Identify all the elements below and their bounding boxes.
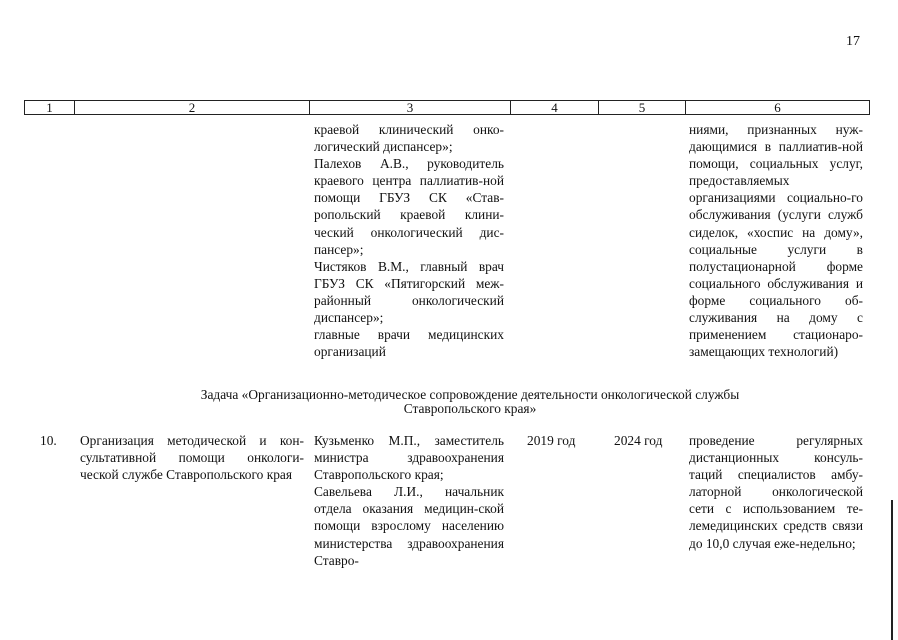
scan-edge-line <box>891 500 893 640</box>
responsible-text: главные врачи медицинских организаций <box>314 327 504 360</box>
start-year: 2019 год <box>527 433 576 448</box>
responsible-text: Савельева Л.И., начальник отдела оказания медицин-ской помощи взрослому населению министерства здравоохранения Ставро- <box>314 484 504 568</box>
continued-result-cell: ниями, признанных нуж-дающимися в паллиатив-ной помощи, социальных услуг, предоставляемых организациями социально-го обслуживания (услуги служб сиделок, «хоспис на дому», социальные услуги в полустационарной форме социального обслуживания и форме социального об-служивания на дому с применением стационаро-замещающих технологий) <box>689 122 863 360</box>
task-heading-line: Ставропольского края» <box>403 401 537 416</box>
header-col-4: 4 <box>510 100 599 115</box>
continued-responsible-cell <box>314 121 504 360</box>
activity-cell: Организация методической и кон-сультативной помощи онкологи-ческой службе Ставропольского края <box>80 433 304 483</box>
header-col-2: 2 <box>74 100 310 115</box>
responsible-cell <box>314 432 504 569</box>
task-heading <box>120 388 820 416</box>
responsible-text: Чистяков В.М., главный врач ГБУЗ СК «Пятигорский меж-районный онкологический диспансер»; <box>314 258 504 326</box>
responsible-text: краевой клинический онко-логический диспансер»; <box>314 122 504 155</box>
responsible-text: Кузьменко М.П., заместитель министра здравоохранения Ставропольского края; <box>314 433 504 483</box>
responsible-text: Палехов А.В., руководитель краевого центра паллиатив-ной помощи ГБУЗ СК «Став-ропольский краевой клини-ческий онкологический дис-пансер»; <box>314 156 504 257</box>
task-heading-line: Задача «Организационно-методическое сопровождение деятельности онкологической службы <box>200 387 740 402</box>
header-col-5: 5 <box>598 100 686 115</box>
header-col-3: 3 <box>309 100 511 115</box>
page-number: 17 <box>846 34 860 49</box>
row-number: 10. <box>40 433 57 448</box>
header-col-6: 6 <box>685 100 870 115</box>
header-col-1: 1 <box>24 100 75 115</box>
end-year: 2024 год <box>614 433 663 448</box>
result-cell: проведение регулярных дистанционных консуль-таций специалистов амбу-латорной онкологической сети с использованием те-лемедицинских средств связи до 10,0 случая еже-недельно; <box>689 433 863 551</box>
